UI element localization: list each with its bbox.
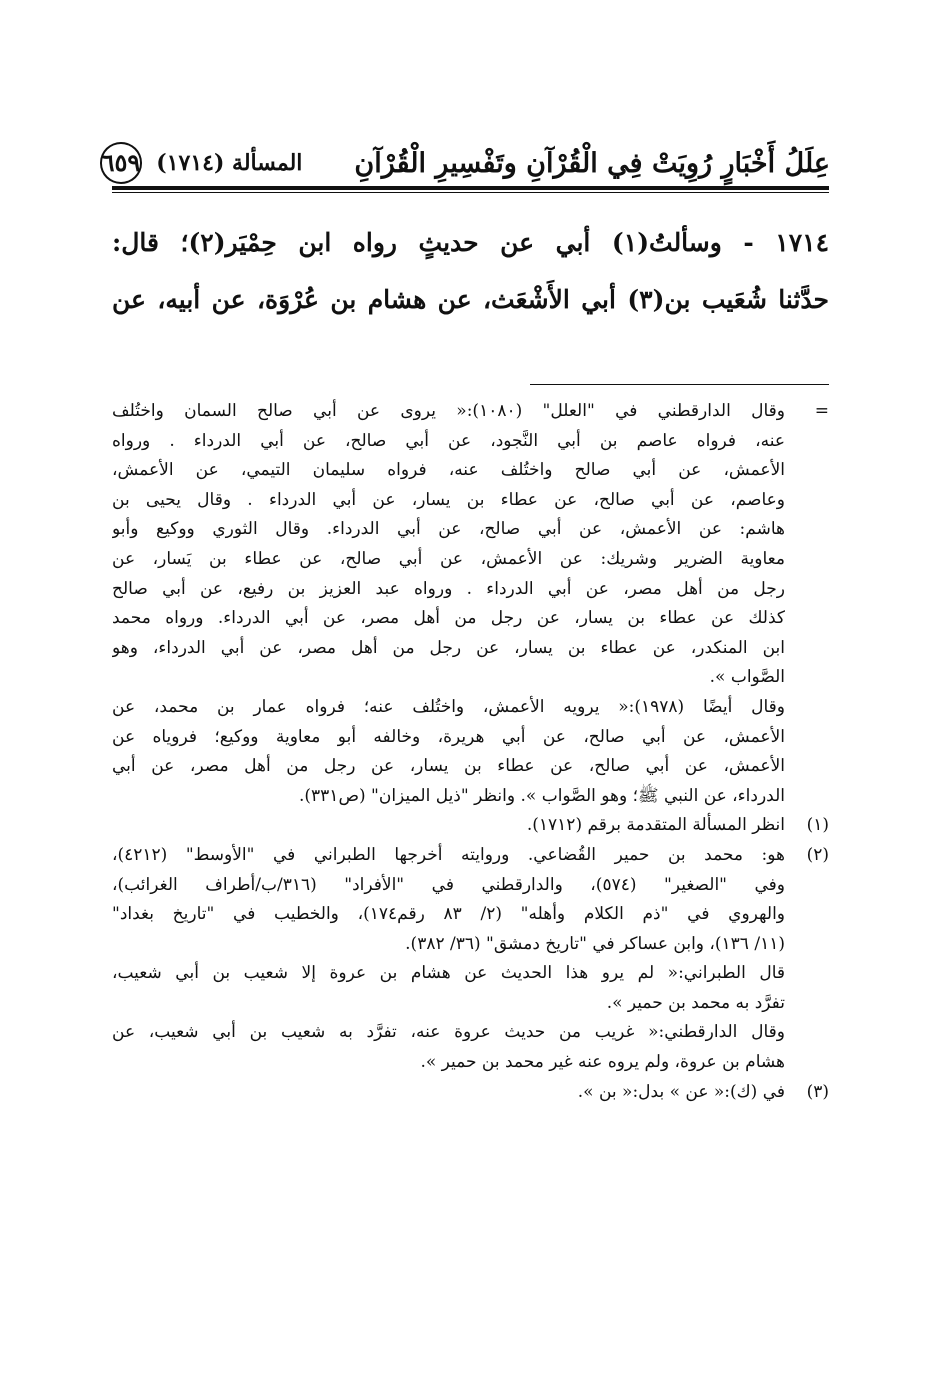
main-text-line: حدَّثنا شُعَيب بن(٣) أبي الأَشْعَث، عن هشام بن عُرْوَة، عن أبيه، عن	[112, 285, 829, 314]
footnote-marker: =	[814, 401, 829, 421]
footnote-line: وقال أيضًا (١٩٧٨):« يرويه الأعمش، واختُلف عنه؛ فرواه عمار بن محمد، عن	[112, 696, 785, 717]
footnote-line: انظر المسألة المتقدمة برقم (١٧١٢).	[526, 815, 785, 836]
footnote-separator	[530, 384, 829, 385]
header-rule-thin	[112, 192, 829, 193]
footnote-paragraph	[112, 693, 785, 811]
footnote-line: وفي "الصغير" (٥٧٤)، والدارقطني في "الأفراد" (٣١٦/ب/أطراف الغرائب)،	[112, 874, 785, 895]
footnote-line: ابن المنكدر، عن عطاء بن يسار، عن رجل من أهل مصر، عن أبي الدرداء، وهو	[112, 637, 785, 658]
footnote-3	[112, 1078, 829, 1108]
footnote-body	[112, 397, 785, 811]
footnote-2	[112, 841, 829, 1078]
footnote-marker: (٣)	[806, 1081, 829, 1102]
footnote-1	[112, 811, 829, 841]
footnote-body	[112, 1078, 785, 1108]
footnote-paragraph	[112, 841, 785, 959]
page-number: ٦٥٩	[100, 142, 143, 184]
footnote-paragraph	[112, 1018, 785, 1077]
footnote-line: في (ك):« عن » بدل:« بن ».	[577, 1081, 785, 1102]
footnote-line: هاشم: عن الأعمش، عن أبي صالح، عن أبي الدرداء. وقال الثوري ووكيع وأبو	[112, 519, 785, 540]
footnote-paragraph	[112, 959, 785, 1018]
footnote-line: الأعمش، عن أبي صالح، عن أبي هريرة، وخالفه أبو معاوية ووكيع؛ فروياه عن	[112, 726, 785, 747]
header-rule-thick	[112, 186, 829, 190]
footnote-line: معاوية الضرير وشريك: عن الأعمش، عن أبي صالح، عن عطاء بن يَسار، عن	[112, 548, 785, 569]
footnote-line: الدرداء، عن النبي ﷺ؛ وهو الصَّواب ». وانظر "ذيل الميزان" (ص٣٣١).	[298, 785, 785, 806]
book-title: عِلَلُ أَخْبَارٍ رُوِيَتْ فِي الْقُرْآنِ وتَفْسِيرِ الْقُرْآنِ	[354, 147, 830, 179]
footnote-line: هشام بن عروة، ولم يروه عنه غير محمد بن حمير ».	[420, 1052, 785, 1073]
footnote-line: الأعمش، عن أبي صالح واختُلف عنه، فرواه سليمان التيمي، عن الأعمش،	[112, 460, 785, 481]
footnote-line: رجل من أهل مصر، عن أبي الدرداء . ورواه عبد العزيز بن رفيع، عن أبي صالح	[112, 578, 785, 599]
footnote-marker: (١)	[806, 815, 829, 836]
main-text-line: ١٧١٤ - وسألتُ(١) أبي عن حديثٍ رواه ابن حِمْيَر(٢)؛ قال:	[112, 228, 829, 257]
running-header	[101, 138, 830, 188]
footnote-line: (١١/ ١٣٦)، وابن عساكر في "تاريخ دمشق" (٣٦/ ٣٨٢).	[405, 933, 785, 954]
footnote-continuation	[112, 397, 829, 811]
footnote-paragraph	[112, 397, 785, 693]
footnote-line: تفرَّد به محمد بن حمير ».	[606, 992, 785, 1013]
footnote-body	[112, 841, 785, 1078]
main-text	[112, 214, 829, 328]
footnotes	[112, 397, 829, 1107]
footnote-line: والهروي في "ذم الكلام وأهله" (٢/ ٨٣ رقم١٧٤)، والخطيب في "تاريخ بغداد"	[112, 904, 785, 925]
footnote-line: الأعمش، عن أبي صالح، عن عطاء بن يسار، عن رجل من أهل مصر، عن أبي	[112, 756, 785, 777]
footnote-line: كذلك عن عطاء بن يسار، عن رجل من أهل مصر، عن أبي الدرداء. ورواه محمد	[112, 608, 785, 629]
footnote-marker: (٢)	[806, 844, 829, 865]
question-label: المسألة (١٧١٤)	[156, 150, 303, 176]
footnote-line: هو: محمد بن حمير القُضاعي. وروايته أخرجها الطبراني في "الأوسط" (٤٢١٢)،	[112, 844, 785, 865]
footnote-line: قال الطبراني:« لم يرو هذا الحديث عن هشام بن عروة إلا شعيب بن أبي شعيب،	[112, 963, 785, 984]
footnote-line: وقال الدارقطني في "العلل" (١٠٨٠):« يروى عن أبي صالح السمان واختُلف	[112, 401, 785, 421]
footnote-line: وقال الدارقطني:« غريب من حديث عروة عنه، تفرَّد به شعيب بن أبي شعيب، عن	[112, 1022, 785, 1043]
footnote-body	[112, 811, 785, 841]
footnote-line: عنه، فرواه عاصم بن أبي النَّجود، عن أبي صالح، عن أبي الدرداء . ورواه	[112, 430, 785, 451]
footnote-line: وعاصم، عن أبي صالح، عن عطاء بن يسار، عن أبي الدرداء . وقال يحيى بن	[112, 489, 785, 510]
footnote-line: الصَّواب ».	[709, 667, 785, 688]
